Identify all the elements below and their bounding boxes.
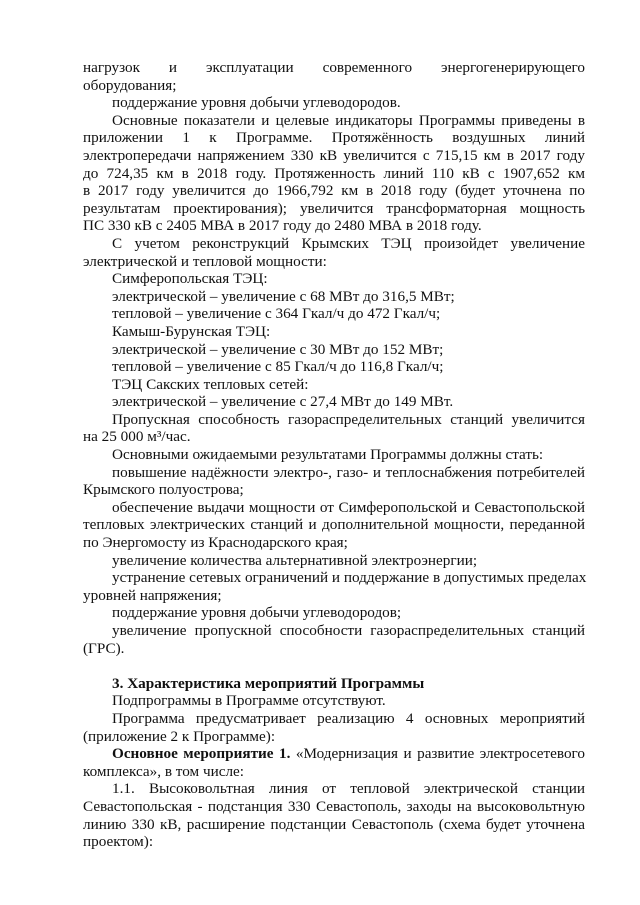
text-line: Симферопольская ТЭЦ: bbox=[112, 270, 268, 288]
text-line: устранение сетевых ограничений и поддержание в допустимых пределах bbox=[112, 569, 587, 587]
section-heading: 3. Характеристика мероприятий Программы bbox=[112, 674, 425, 692]
text-line: линию 330 кВ, расширение подстанции Севастополь (схема будет уточнена bbox=[83, 815, 585, 833]
text-line: по Энергомосту из Краснодарского края; bbox=[83, 534, 348, 552]
text-line bbox=[83, 745, 585, 763]
text-line: увеличение количества альтернативной электроэнергии; bbox=[112, 551, 478, 569]
text-line: проектом): bbox=[83, 833, 154, 851]
text-line: электрической – увеличение с 30 МВт до 152 МВт; bbox=[112, 340, 444, 358]
text-line: ТЭЦ Сакских тепловых сетей: bbox=[112, 375, 309, 393]
text-line: С учетом реконструкций Крымских ТЭЦ произойдет увеличение bbox=[112, 234, 585, 252]
text-line: (ГРС). bbox=[83, 639, 125, 657]
text-line: ПС 330 кВ с 2405 МВА в 2017 году до 2480 МВА в 2018 году. bbox=[83, 217, 482, 235]
text-line: Основными ожидаемыми результатами Программы должны стать: bbox=[112, 446, 544, 464]
text-line: тепловых электрических станций и дополнительной мощности, переданной bbox=[83, 516, 585, 534]
activity-title: Основное мероприятие 1. bbox=[112, 745, 291, 763]
text-line: 1.1. Высоковольтная линия от тепловой электрической станции bbox=[112, 780, 585, 798]
text-line: тепловой – увеличение с 364 Гкал/ч до 472 Гкал/ч; bbox=[112, 305, 441, 323]
text-line: оборудования; bbox=[83, 76, 177, 94]
text-line: поддержание уровня добычи углеводородов; bbox=[112, 604, 402, 622]
text-line: поддержание уровня добычи углеводородов. bbox=[112, 94, 401, 112]
text-line: Подпрограммы в Программе отсутствуют. bbox=[112, 692, 386, 710]
text-line: Севастопольская - подстанция 330 Севастополь, заходы на высоковольтную bbox=[83, 797, 585, 815]
text-line: тепловой – увеличение с 85 Гкал/ч до 116,8 Гкал/ч; bbox=[112, 358, 444, 376]
text-line: Основные показатели и целевые индикаторы Программы приведены в bbox=[112, 111, 585, 129]
text-line: Пропускная способность газораспределительных станций увеличится bbox=[112, 410, 585, 428]
text-line: Крымского полуострова; bbox=[83, 481, 244, 499]
text-line: приложении 1 к Программе. Протяжённость воздушных линий bbox=[83, 129, 585, 147]
text-line: Камыш-Бурунская ТЭЦ: bbox=[112, 322, 271, 340]
text-line: электрической – увеличение с 68 МВт до 316,5 МВт; bbox=[112, 287, 455, 305]
text-line: на 25 000 м³/час. bbox=[83, 428, 191, 446]
text-line: электрической – увеличение с 27,4 МВт до 149 МВт. bbox=[112, 393, 454, 411]
text-line: в 2017 году увеличится до 1966,792 км в 2018 году (будет уточнена по bbox=[83, 182, 585, 200]
text-line: комплекса», в том числе: bbox=[83, 762, 244, 780]
text-line: электрической и тепловой мощности: bbox=[83, 252, 327, 270]
text-line: увеличение пропускной способности газораспределительных станций bbox=[112, 622, 585, 639]
text-line: обеспечение выдачи мощности от Симферопольской и Севастопольской bbox=[112, 498, 585, 516]
activity-name: «Модернизация и развитие электросетевого bbox=[290, 745, 585, 763]
section-gap bbox=[83, 657, 585, 675]
text-line: (приложение 2 к Программе): bbox=[83, 727, 276, 745]
text-line: результатам проектирования); увеличится трансформаторная мощность bbox=[83, 199, 585, 217]
text-line: электропередачи напряжением 330 кВ увеличится с 715,15 км в 2017 году bbox=[83, 146, 585, 164]
text-line: уровней напряжения; bbox=[83, 586, 222, 604]
text-line: до 724,35 км в 2018 году. Протяженность линий 110 кВ с 1907,652 км bbox=[83, 164, 585, 182]
text-line: нагрузок и эксплуатации современного энергогенерирующего bbox=[83, 59, 585, 76]
text-line: повышение надёжности электро-, газо- и теплоснабжения потребителей bbox=[112, 463, 585, 481]
text-line: Программа предусматривает реализацию 4 основных мероприятий bbox=[112, 709, 585, 727]
document-body bbox=[83, 59, 585, 851]
